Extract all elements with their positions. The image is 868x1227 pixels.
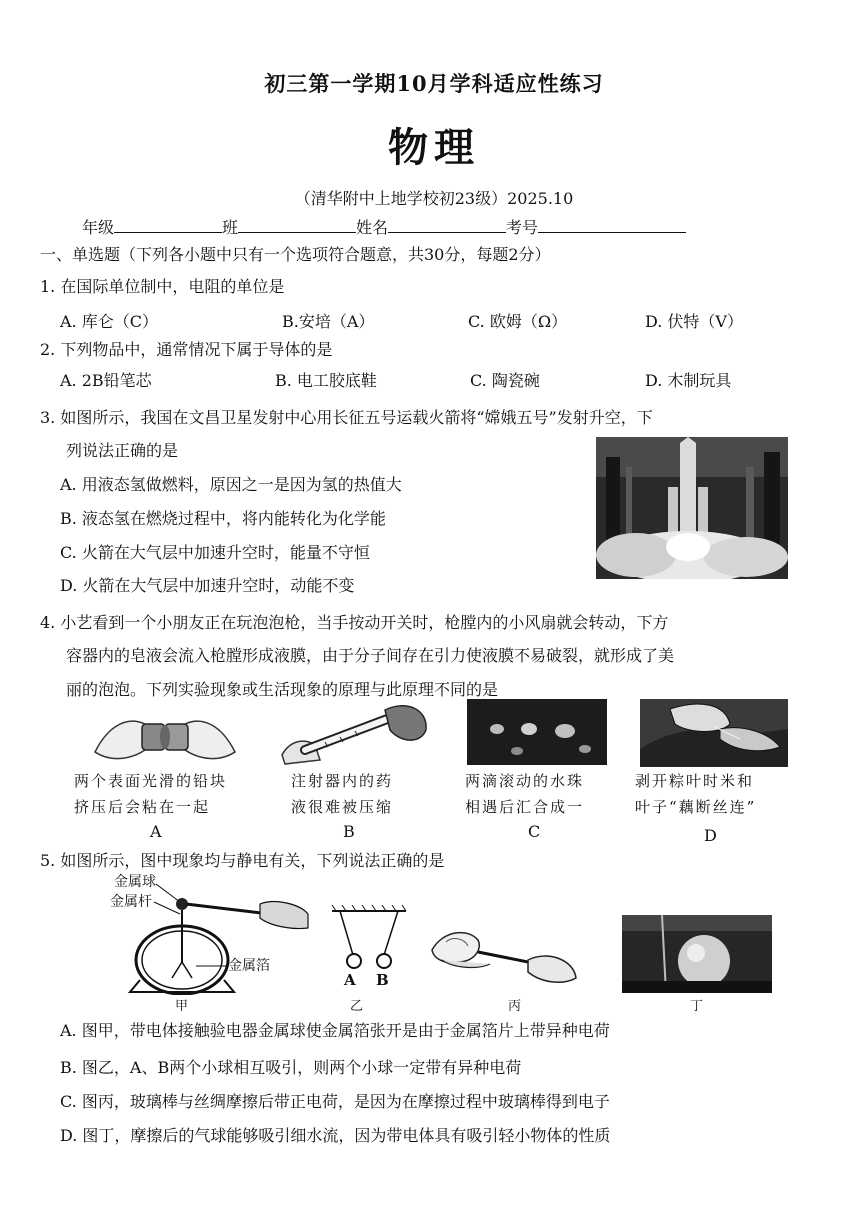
q3-stem-line1: 3. 如图所示，我国在文昌卫星发射中心用长征五号运载火箭将“嫦娥五号”发射升空，下 xyxy=(40,408,653,427)
q3-stem-line2: 列说法正确的是 xyxy=(66,441,179,460)
exam-title: 初三第一学期10月学科适应性练习 xyxy=(264,71,604,96)
q4-choice-d-caption xyxy=(635,768,756,820)
q5-option-d[interactable]: D. 图丁，摩擦后的气球能够吸引细水流，因为带电体具有吸引轻小物体的性质 xyxy=(60,1126,611,1145)
q4-choice-b-line2: 液很难被压缩 xyxy=(291,798,394,816)
q1-option-c[interactable]: C. 欧姆（Ω） xyxy=(468,312,568,331)
q4-choice-b-letter[interactable]: B xyxy=(343,822,355,841)
q1-stem: 1. 在国际单位制中，电阻的单位是 xyxy=(40,277,285,296)
syringe-image xyxy=(280,700,430,766)
label-metal-rod: 金属杆 xyxy=(110,894,152,910)
two-balls-figure xyxy=(326,905,412,987)
field-class-label: 班 xyxy=(222,218,239,237)
q4-stem-line2: 容器内的皂液会流入枪膛形成液膜，由于分子间存在引力使液膜不易破裂，就形成了美 xyxy=(66,646,675,665)
q4-choice-a-letter[interactable]: A xyxy=(150,822,162,841)
info-fields xyxy=(82,215,686,238)
field-id-blank[interactable] xyxy=(538,219,686,233)
zongzi-image xyxy=(640,699,788,767)
water-droplets-image xyxy=(467,699,607,765)
q4-choice-c-letter[interactable]: C xyxy=(528,822,541,841)
q4-stem-line1: 4. 小艺看到一个小朋友正在玩泡泡枪，当手按动开关时，枪膛内的小风扇就会转动，下方 xyxy=(40,613,669,632)
q4-choice-a-line2: 挤压后会粘在一起 xyxy=(74,798,211,816)
q3-option-d[interactable]: D. 火箭在大气层中加速升空时，动能不变 xyxy=(60,576,355,595)
field-grade-blank[interactable] xyxy=(114,219,222,233)
rocket-launch-photo xyxy=(596,437,788,579)
q4-choice-b-line1: 注射器内的药 xyxy=(291,772,394,790)
field-grade-label: 年级 xyxy=(82,218,115,237)
school-line: （清华附中上地学校初23级）2025.10 xyxy=(294,189,574,208)
field-class-blank[interactable] xyxy=(238,219,356,233)
q4-choice-c-line1: 两滴滚动的水珠 xyxy=(465,772,585,790)
label-ball-a: A xyxy=(344,971,356,987)
label-metal-ball: 金属球 xyxy=(114,874,156,890)
q2-option-a[interactable]: A. 2B铅笔芯 xyxy=(60,371,152,390)
q4-stem-line3: 丽的泡泡。下列实验现象或生活现象的原理与此原理不同的是 xyxy=(66,680,499,699)
q4-choice-c-caption xyxy=(465,768,584,820)
glass-rod-silk-figure xyxy=(428,920,578,990)
q2-stem: 2. 下列物品中，通常情况下属于导体的是 xyxy=(40,340,333,359)
section-title: 一、单选题（下列各小题中只有一个选项符合题意，共30分，每题2分） xyxy=(40,245,551,264)
q2-option-c[interactable]: C. 陶瓷碗 xyxy=(470,371,540,390)
q2-option-b[interactable]: B. 电工胶底鞋 xyxy=(275,371,377,390)
q4-choice-a-line1: 两个表面光滑的铅块 xyxy=(74,772,228,790)
q4-choice-c-line2: 相遇后汇合成一 xyxy=(465,798,585,816)
field-name-label: 姓名 xyxy=(356,218,389,237)
field-name-blank[interactable] xyxy=(388,219,506,233)
q4-choice-d-line1: 剥开粽叶时米和 xyxy=(635,772,755,790)
fig2-label: 乙 xyxy=(350,999,364,1014)
q4-choice-d-letter[interactable]: D xyxy=(704,826,717,845)
q3-option-c[interactable]: C. 火箭在大气层中加速升空时，能量不守恒 xyxy=(60,543,370,562)
lead-blocks-image xyxy=(90,702,240,764)
balloon-water-photo xyxy=(622,915,772,993)
q4-choice-b-caption xyxy=(291,768,393,820)
q1-option-a[interactable]: A. 库仑（C） xyxy=(60,312,158,331)
q3-option-a[interactable]: A. 用液态氢做燃料，原因之一是因为氢的热值大 xyxy=(60,475,402,494)
q5-option-c[interactable]: C. 图丙，玻璃棒与丝绸摩擦后带正电荷，是因为在摩擦过程中玻璃棒得到电子 xyxy=(60,1092,610,1111)
q5-option-b[interactable]: B. 图乙，A、B两个小球相互吸引，则两个小球一定带有异种电荷 xyxy=(60,1058,522,1077)
q2-option-d[interactable]: D. 木制玩具 xyxy=(645,371,732,390)
label-metal-foil: 金属箔 xyxy=(228,958,270,974)
q1-option-d[interactable]: D. 伏特（V） xyxy=(645,312,743,331)
q4-choice-d-line2: 叶子“藕断丝连” xyxy=(635,798,757,816)
electroscope-figure xyxy=(110,870,310,995)
q5-option-a[interactable]: A. 图甲，带电体接触验电器金属球使金属箔张开是由于金属箔片上带异种电荷 xyxy=(60,1021,610,1040)
q3-option-b[interactable]: B. 液态氢在燃烧过程中，将内能转化为化学能 xyxy=(60,509,386,528)
subject-title: 物理 xyxy=(388,124,480,171)
field-id-label: 考号 xyxy=(506,218,539,237)
fig4-label: 丁 xyxy=(690,999,704,1014)
q5-stem: 5. 如图所示，图中现象均与静电有关，下列说法正确的是 xyxy=(40,851,445,870)
q4-choice-a-caption xyxy=(74,768,227,820)
label-ball-b: B xyxy=(376,971,389,987)
fig1-label: 甲 xyxy=(175,999,189,1014)
fig3-label: 丙 xyxy=(508,999,522,1014)
q1-option-b[interactable]: B.安培（A） xyxy=(282,312,375,331)
